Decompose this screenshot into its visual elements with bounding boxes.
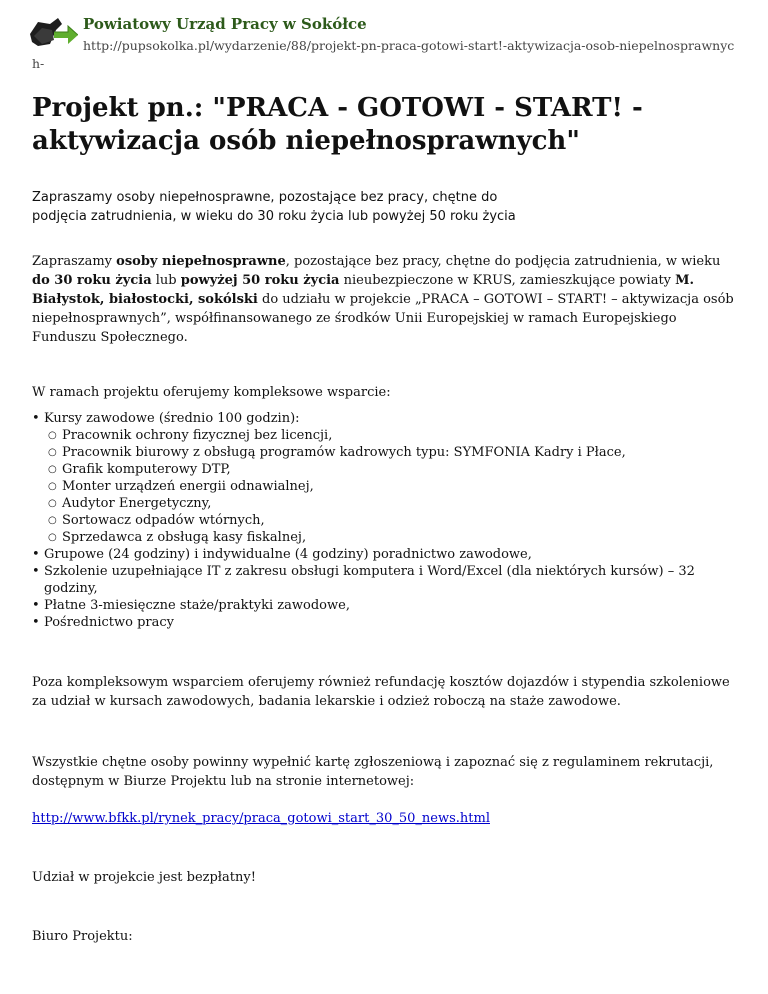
additional-support-paragraph: Poza kompleksowym wsparciem oferujemy również refundację kosztów dojazdów i stypendia szkoleniowe za udział w kursach zawodowych, badania lekarskie i odzież roboczą na staże zawodowe. <box>32 675 730 709</box>
bold-age-under: do 30 roku życia <box>32 273 152 288</box>
site-name[interactable]: Powiatowy Urząd Pracy w Sokółce <box>83 15 367 33</box>
project-office-heading: Biuro Projektu: <box>32 929 133 944</box>
registration-paragraph: Wszystkie chętne osoby powinny wypełnić kartę zgłoszeniową i zapoznać się z regulaminem rekrutacji, dostępnym w Biurze Projektu lub na stronie internetowej: <box>32 755 714 789</box>
list-item: ○ Sortowacz odpadów wtórnych, <box>62 512 742 529</box>
list-item: • Pośrednictwo pracy <box>44 614 742 631</box>
bold-counties: M. Białystok, białostocki, sokólski <box>32 273 695 307</box>
list-item: ○ Sprzedawca z obsługą kasy fiskalnej, <box>62 529 742 546</box>
list-item: • Grupowe (24 godziny) i indywidualne (4 godziny) poradnictwo zawodowe, <box>44 546 742 563</box>
list-item: • Szkolenie uzupełniające IT z zakresu obsługi komputera i Word/Excel (dla niektórych kursów) – 32 godziny, <box>44 563 742 597</box>
list-item: ○ Monter urządzeń energii odnawialnej, <box>62 478 742 495</box>
page-header <box>0 0 768 80</box>
project-link-paragraph <box>32 809 742 828</box>
list-item: ○ Pracownik biurowy z obsługą programów kadrowych typu: SYMFONIA Kadry i Płace, <box>62 444 742 461</box>
page-url: http://pupsokolka.pl/wydarzenie/88/projekt-pn-praca-gotowi-start!-aktywizacja-osob-niepelnosprawnyc <box>83 38 735 53</box>
list-item: ○ Grafik komputerowy DTP, <box>62 461 742 478</box>
bold-target-group: osoby niepełnosprawne <box>116 254 286 269</box>
support-intro: W ramach projektu oferujemy kompleksowe wsparcie: <box>32 385 391 400</box>
list-item: ○ Audytor Energetyczny, <box>62 495 742 512</box>
list-item: ○ Pracownik ochrony fizycznej bez licencji, <box>62 427 742 444</box>
support-list <box>32 410 742 631</box>
project-link[interactable]: http://www.bfkk.pl/rynek_pracy/praca_gotowi_start_30_50_news.html <box>32 811 490 826</box>
bold-age-over: powyżej 50 roku życia <box>180 273 340 288</box>
free-participation-note: Udział w projekcie jest bezpłatny! <box>32 870 256 885</box>
article-lead: Zapraszamy osoby niepełnosprawne, pozostające bez pracy, chętne do podjęcia zatrudnienia, w wieku do 30 roku życia lub powyżej 50 roku życia <box>32 190 516 224</box>
page-title: Projekt pn.: "PRACA - GOTOWI - START! - aktywizacja osób niepełnosprawnych" <box>32 93 643 156</box>
article <box>32 92 742 946</box>
list-item: • Płatne 3-miesięczne staże/praktyki zawodowe, <box>44 597 742 614</box>
page-url-continuation: h- <box>32 56 45 71</box>
course-sublist <box>44 427 742 546</box>
list-item: • Kursy zawodowe (średnio 100 godzin): ○ Pracownik ochrony fizycznej bez licencji, ○ Pracownik biurowy z obsługą programów kadrowych typu: SYMFONIA Kadry i Płace, ○ Grafik komputerowy DTP, ○ Monter urządzeń energii odnawialnej, ○ Audytor Energetyczny, ○ Sortowacz odpadów wtórnych, ○ Sprzedawca z obsługą kasy fiskalnej, <box>44 410 742 546</box>
arrow-hands-logo-icon <box>28 14 78 50</box>
intro-paragraph: Zapraszamy osoby niepełnosprawne, pozostające bez pracy, chętne do podjęcia zatrudnienia, w wieku do 30 roku życia lub powyżej 50 roku życia nieubezpieczone w KRUS, zamieszkujące powiaty M. Białystok, białostocki, sokólski do udziału w projekcie „PRACA – GOTOWI – START! – aktywizacja osób niepełnosprawnych”, współfinansowanego ze środków Unii Europejskiej w ramach Europejskiego Funduszu Społecznego. <box>32 254 734 345</box>
